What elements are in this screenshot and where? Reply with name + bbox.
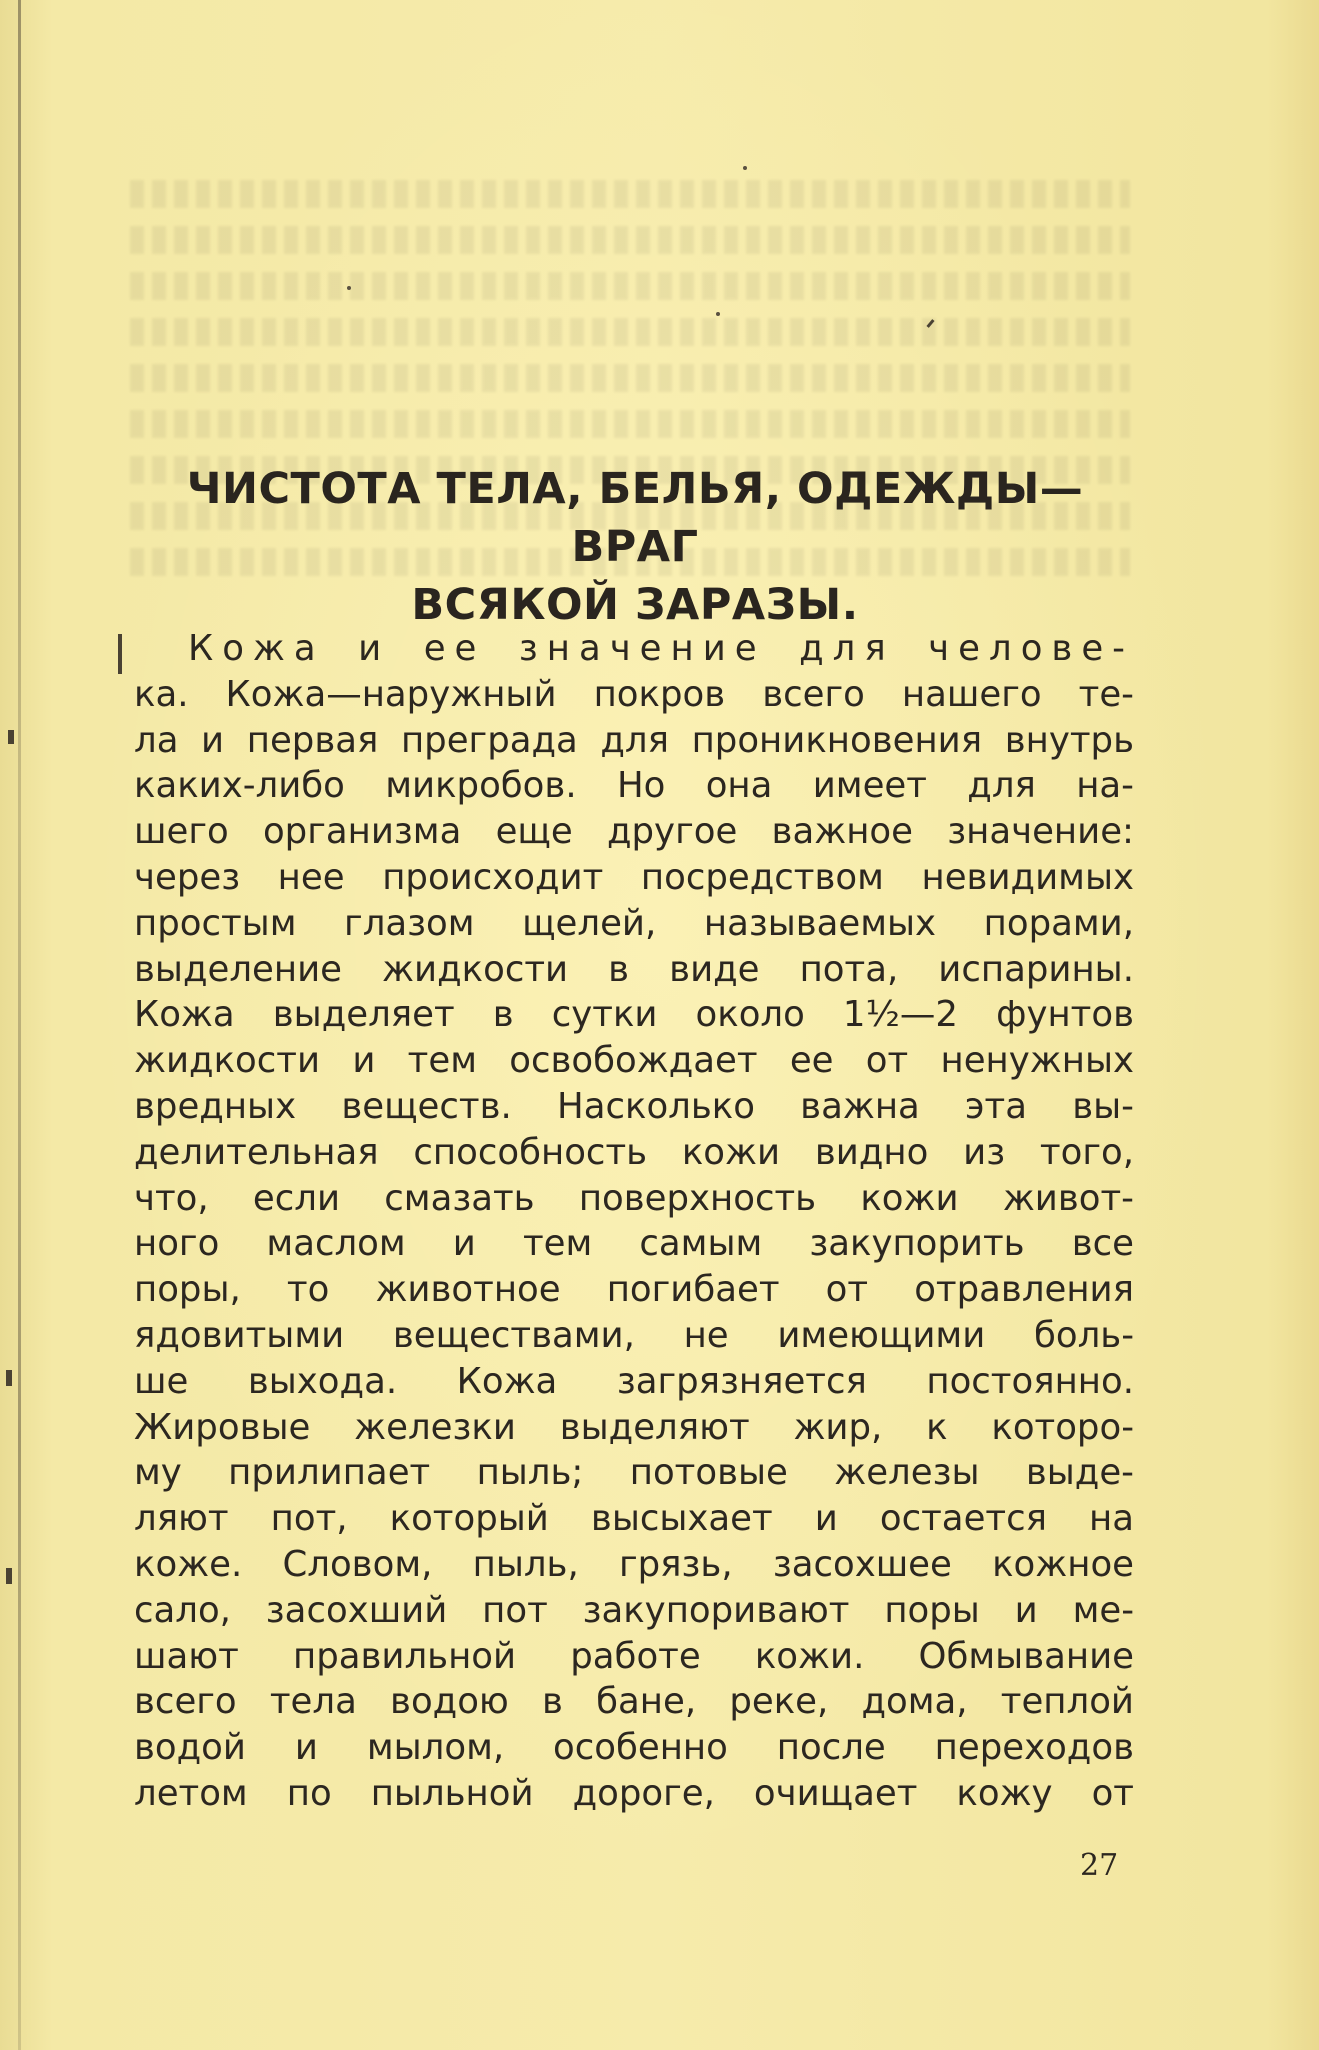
ink-mark <box>926 319 934 328</box>
text-line: шают правильной работе кожи. Обмывание <box>134 1635 1134 1677</box>
page-number: 27 <box>1080 1848 1119 1883</box>
chapter-heading <box>130 460 1140 634</box>
paragraph-margin-mark <box>118 634 122 674</box>
text-line: всего тела водою в бане, реке, дома, теплой <box>134 1681 1134 1723</box>
text-line: ше выхода. Кожа загрязняется постоянно. <box>134 1360 1134 1402</box>
text-line: сало, засохший пот закупоривают поры и ме- <box>134 1589 1134 1631</box>
text-line: ного маслом и тем самым закупорить все <box>134 1223 1134 1265</box>
paragraph-first-line: Кожа и ее значение для челове- <box>188 628 1134 669</box>
page-binding-edge <box>18 0 21 2050</box>
edge-mark <box>6 1370 12 1386</box>
ink-speck <box>743 166 747 170</box>
text-line: ла и первая преграда для проникновения внутрь <box>134 719 1134 761</box>
text-line: ядовитыми веществами, не имеющими боль- <box>134 1314 1134 1356</box>
text-line: Кожа выделяет в сутки около 1½—2 фунтов <box>134 994 1134 1036</box>
edge-mark <box>8 730 14 744</box>
text-line: жидкости и тем освобождает ее от ненужных <box>134 1040 1134 1082</box>
text-line: делительная способность кожи видно из того, <box>134 1131 1134 1173</box>
text-line: шего организма еще другое важное значение: <box>134 811 1134 853</box>
text-line: через нее происходит посредством невидимых <box>134 856 1134 898</box>
ink-speck <box>716 312 720 316</box>
text-line: водой и мылом, особенно после переходов <box>134 1727 1134 1769</box>
text-line: ка. Кожа—наружный покров всего нашего те- <box>134 673 1134 715</box>
text-line: ляют пот, который высыхает и остается на <box>134 1498 1134 1540</box>
text-line: коже. Словом, пыль, грязь, засохшее кожное <box>134 1543 1134 1585</box>
text-line: выделение жидкости в виде пота, испарины. <box>134 948 1134 990</box>
edge-mark <box>6 1568 12 1584</box>
chapter-heading-line-2: ВСЯКОЙ ЗАРАЗЫ. <box>411 580 859 630</box>
text-line: простым глазом щелей, называемых порами, <box>134 902 1134 944</box>
text-line: поры, то животное погибает от отравления <box>134 1269 1134 1311</box>
body-paragraph <box>134 626 1134 1817</box>
text-line: вредных веществ. Насколько важна эта вы- <box>134 1085 1134 1127</box>
text-line: каких-либо микробов. Но она имеет для на- <box>134 765 1134 807</box>
text-line: му прилипает пыль; потовые железы выде- <box>134 1452 1134 1494</box>
text-line: Жировые железки выделяют жир, к которо- <box>134 1406 1134 1448</box>
text-line: летом по пыльной дороге, очищает кожу от <box>134 1772 1134 1814</box>
chapter-heading-line-1: ЧИСТОТА ТЕЛА, БЕЛЬЯ, ОДЕЖДЫ—ВРАГ <box>186 464 1084 572</box>
ink-speck <box>347 286 351 290</box>
text-line: что, если смазать поверхность кожи живот- <box>134 1177 1134 1219</box>
